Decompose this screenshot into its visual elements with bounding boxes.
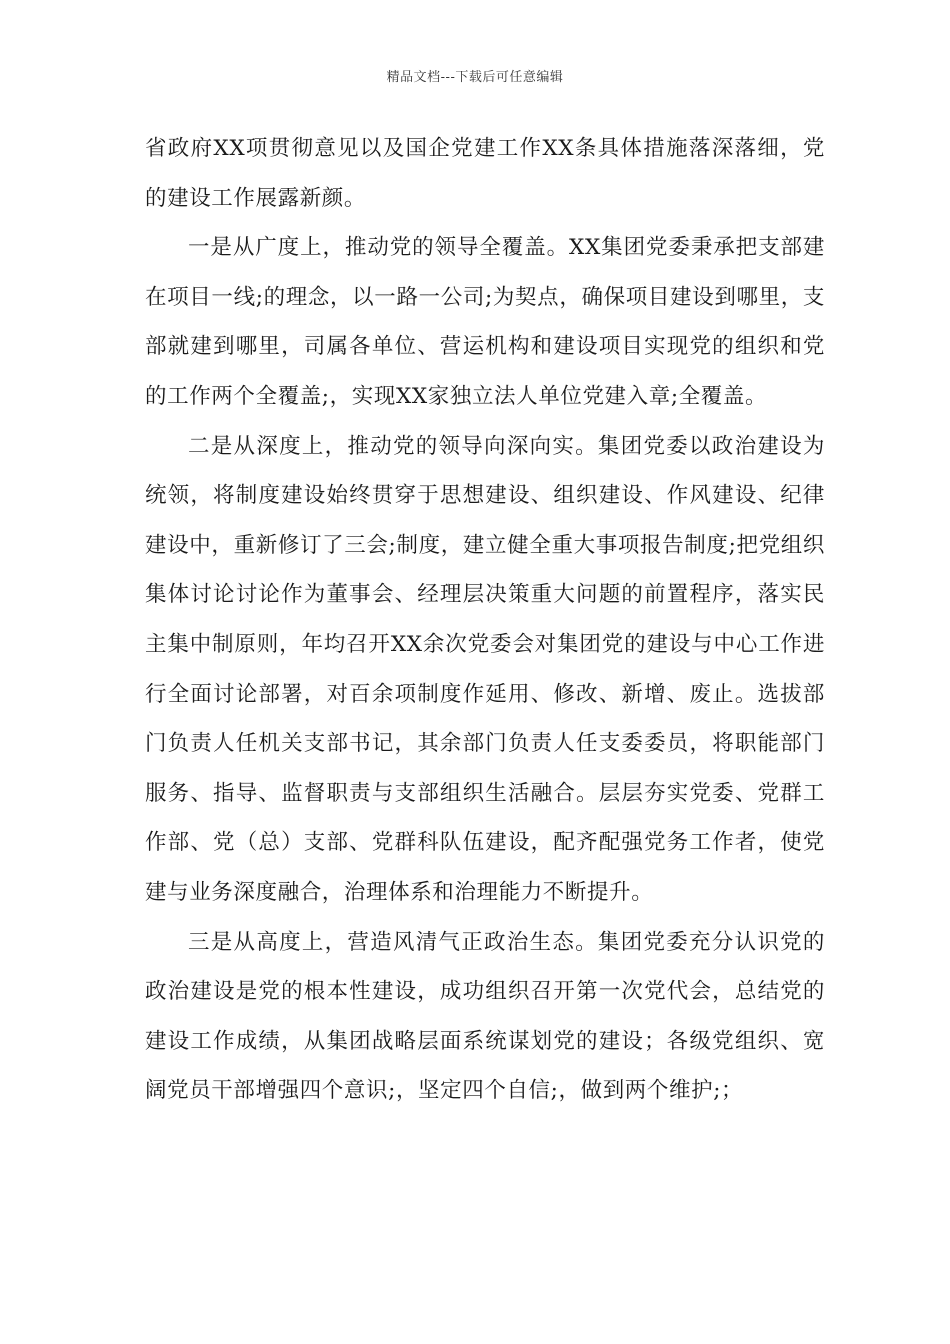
header-note: 精品文档---下载后可任意编辑	[386, 70, 564, 85]
paragraph-breadth: 一是从广度上，推动党的领导全覆盖。XX集团党委秉承把支部建在项目一线;的理念，以一路一公司;为契点，确保项目建设到哪里，支部就建到哪里，司属各单位、营运机构和建设项目实现党的组织和党的工作两个全覆盖;，实现XX家独立法人单位党建入章;全覆盖。	[145, 235, 825, 409]
document-body	[145, 124, 825, 1116]
paragraph-continuation: 省政府XX项贯彻意见以及国企党建工作XX条具体措施落深落细，党的建设工作展露新颜。	[145, 136, 825, 211]
paragraph-height: 三是从高度上，营造风清气正政治生态。集团党委充分认识党的政治建设是党的根本性建设，成功组织召开第一次党代会，总结党的建设工作成绩，从集团战略层面系统谋划党的建设；各级党组织、宽阔党员干部增强四个意识;，坚定四个自信;，做到两个维护;；	[145, 929, 825, 1104]
paragraph-depth: 二是从深度上，推动党的领导向深向实。集团党委以政治建设为统领，将制度建设始终贯穿于思想建设、组织建设、作风建设、纪律建设中，重新修订了三会;制度，建立健全重大事项报告制度;把党组织集体讨论讨论作为董事会、经理层决策重大问题的前置程序，落实民主集中制原则，年均召开XX余次党委会对集团党的建设与中心工作进行全面讨论部署，对百余项制度作延用、修改、新增、废止。选拔部门负责人任机关支部书记，其余部门负责人任支委委员，将职能部门服务、指导、监督职责与支部组织生活融合。层层夯实党委、党群工作部、党（总）支部、党群科队伍建设，配齐配强党务工作者，使党建与业务深度融合，治理体系和治理能力不断提升。	[145, 433, 825, 905]
